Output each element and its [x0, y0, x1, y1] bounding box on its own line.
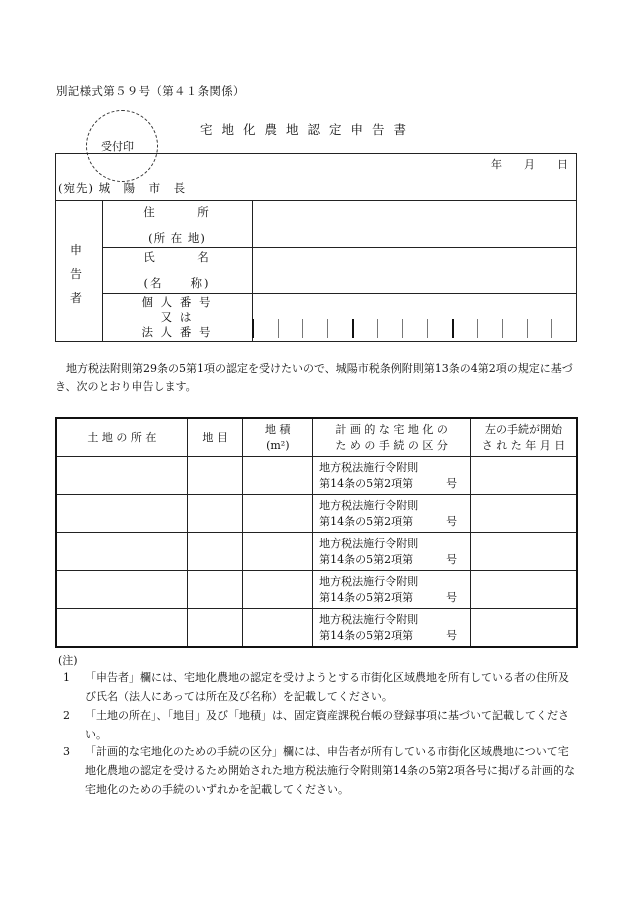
- notes-heading: (注): [58, 654, 78, 667]
- procedure-text-2: 第14条の5第2項第 号: [319, 514, 458, 528]
- procedure-text-1: 地方税法施行令附則: [319, 612, 419, 626]
- location-cell[interactable]: [56, 533, 187, 571]
- number-digit-cell[interactable]: [427, 319, 452, 338]
- applicant-side-label: [56, 201, 103, 341]
- procedure-text-2: 第14条の5第2項第 号: [319, 590, 458, 604]
- table-header-row: [56, 418, 577, 457]
- start-date-cell[interactable]: [471, 533, 577, 571]
- header-category: 地 目: [187, 418, 243, 457]
- date-field[interactable]: 年 月 日: [491, 158, 568, 171]
- location-cell[interactable]: [56, 571, 187, 609]
- side-char: 申: [70, 243, 83, 257]
- start-date-cell[interactable]: [471, 609, 577, 648]
- address-row: [102, 201, 576, 248]
- form-number-label: 別記様式第５９号（第４１条関係）: [56, 84, 245, 98]
- header-location: 土 地 の 所 在: [56, 418, 187, 457]
- number-label-cell: [102, 293, 253, 341]
- number-digit-cell[interactable]: [527, 319, 552, 338]
- number-label-1: 個 人 番 号: [141, 295, 213, 309]
- name-label-cell: [102, 247, 253, 293]
- name-input[interactable]: [252, 247, 576, 293]
- name-row: [102, 247, 576, 294]
- location-cell[interactable]: [56, 609, 187, 648]
- area-cell[interactable]: [243, 609, 313, 648]
- name-label: 氏 名: [143, 250, 211, 264]
- area-cell[interactable]: [243, 495, 313, 533]
- number-digit-cell[interactable]: [551, 319, 576, 338]
- procedure-text-2: 第14条の5第2項第 号: [319, 628, 458, 642]
- address-label-cell: [102, 201, 253, 247]
- header-start-date: 左の手続が開始 さ れ た 年 月 日: [471, 418, 577, 457]
- side-char: 者: [70, 291, 83, 305]
- land-table: [55, 417, 578, 648]
- table-row: [56, 495, 577, 533]
- start-date-cell[interactable]: [471, 457, 577, 495]
- number-digit-cell[interactable]: [452, 319, 478, 338]
- category-cell[interactable]: [187, 495, 243, 533]
- category-cell[interactable]: [187, 609, 243, 648]
- address-input[interactable]: [252, 201, 576, 247]
- start-date-cell[interactable]: [471, 571, 577, 609]
- number-digit-cell[interactable]: [377, 319, 402, 338]
- table-row: [56, 609, 577, 648]
- number-row: [102, 293, 576, 341]
- table-row: [56, 571, 577, 609]
- procedure-cell[interactable]: [313, 609, 471, 648]
- address-sublabel: (所 在 地): [148, 231, 206, 245]
- document-title: 宅地化農地認定申告書: [200, 122, 416, 137]
- note-item: 1 「申告者」欄には、宅地化農地の認定を受けようとする市街化区域農地を所有している者の住所及び氏名（法人にあっては所在及び名称）を記載してください。: [63, 671, 569, 703]
- name-sublabel: (名 称): [143, 276, 211, 290]
- intro-text: 地方税法附則第29条の5第1項の認定を受けたいので、城陽市税条例附則第13条の4第2項の規定に基づき、次のとおり申告します。: [55, 362, 573, 393]
- procedure-cell[interactable]: [313, 457, 471, 495]
- number-digit-cell[interactable]: [402, 319, 427, 338]
- procedure-cell[interactable]: [313, 495, 471, 533]
- header-procedure: 計 画 的 な 宅 地 化 の た め の 手 続 の 区 分: [313, 418, 471, 457]
- start-date-cell[interactable]: [471, 495, 577, 533]
- category-cell[interactable]: [187, 571, 243, 609]
- number-digit-cell[interactable]: [327, 319, 352, 338]
- note-item: 3 「計画的な宅地化のための手続の区分」欄には、申告者が所有している市街化区域農地について宅地化農地の認定を受けるため開始された地方税法施行令附則第14条の5第2項各号に掲げる計画的な宅地化のための手続のいずれかを記載してください。: [63, 745, 575, 796]
- category-cell[interactable]: [187, 457, 243, 495]
- area-cell[interactable]: [243, 457, 313, 495]
- procedure-text-1: 地方税法施行令附則: [319, 460, 419, 474]
- header-box: [55, 153, 577, 201]
- header-area: 地 積 (m²): [243, 418, 313, 457]
- table-row: [56, 457, 577, 495]
- location-cell[interactable]: [56, 457, 187, 495]
- procedure-cell[interactable]: [313, 571, 471, 609]
- number-digit-cell[interactable]: [252, 319, 278, 338]
- procedure-text-1: 地方税法施行令附則: [319, 574, 419, 588]
- procedure-text-1: 地方税法施行令附則: [319, 536, 419, 550]
- category-cell[interactable]: [187, 533, 243, 571]
- note-item: 2 「土地の所在」、「地目」及び「地積」は、固定資産課税台帳の登録事項に基づいて記載してください。: [63, 709, 569, 741]
- area-cell[interactable]: [243, 571, 313, 609]
- reception-stamp-label: 受付印: [101, 140, 134, 153]
- applicant-section: [55, 200, 577, 342]
- number-digit-cells[interactable]: [252, 319, 576, 338]
- number-digit-cell[interactable]: [502, 319, 527, 338]
- number-digit-cell[interactable]: [352, 319, 378, 338]
- number-digit-cell[interactable]: [278, 319, 303, 338]
- addressee: (宛先) 城 陽 市 長: [58, 181, 187, 195]
- number-digit-cell[interactable]: [302, 319, 327, 338]
- table-row: [56, 533, 577, 571]
- address-label: 住 所: [143, 205, 211, 219]
- number-label-3: 法 人 番 号: [141, 325, 213, 339]
- procedure-cell[interactable]: [313, 533, 471, 571]
- procedure-text-1: 地方税法施行令附則: [319, 498, 419, 512]
- number-digit-cell[interactable]: [477, 319, 502, 338]
- procedure-text-2: 第14条の5第2項第 号: [319, 552, 458, 566]
- side-char: 告: [70, 267, 83, 281]
- procedure-text-2: 第14条の5第2項第 号: [319, 476, 458, 490]
- area-cell[interactable]: [243, 533, 313, 571]
- location-cell[interactable]: [56, 495, 187, 533]
- number-label-2: 又 は: [160, 310, 194, 324]
